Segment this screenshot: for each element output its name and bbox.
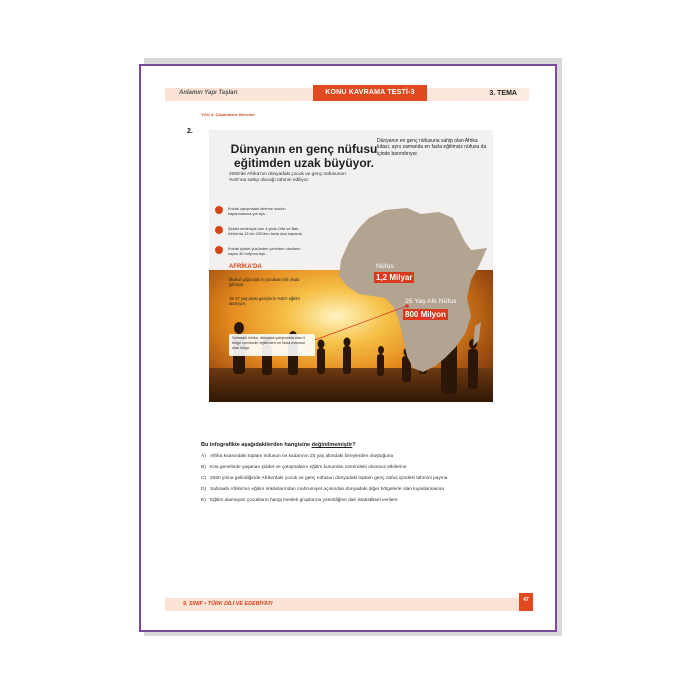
footer-bar [165, 598, 529, 611]
question-suffix: ? [352, 442, 356, 448]
youth-population-label: 25 Yaş Altı Nüfus [405, 298, 457, 305]
infographic-intro: 2050'de Afrika'nın dünyadaki çocuk ve genç nüfusunun %40'ına sahip olacağı tahmin ediliyor. [229, 172, 346, 184]
classroom-icon [215, 246, 223, 254]
fact-text: Krizde çatışmaları birlerce okulun kapanmasına yol açtı. [228, 206, 286, 216]
option-text: Sahraaltı Afrika'nın eğitim imkânlarından mahrumiyet açısından dünyadaki diğer bölgelerle olan kıyaslamasına [210, 487, 444, 492]
infographic-title: Dünyanın en genç nüfusu eğitimden uzak büyüyor. [230, 142, 378, 170]
header-bar [165, 88, 529, 101]
fact-list [215, 206, 335, 266]
fact-text: Krizde şiddet yüzünden yerinden olanların sayısı 40 milyonu aştı. [228, 246, 301, 256]
answer-option-a[interactable] [201, 454, 521, 465]
fact-item [215, 226, 335, 246]
africa-fact-1: İlkokul çağındaki 5 çocuktan biri okula gitmiyor. [229, 277, 300, 288]
africa-heading: AFRİKA'DA [229, 264, 262, 270]
question-prefix: Bu infografikte aşağıdakilerden hangisine [201, 442, 312, 448]
fact-item [215, 206, 335, 226]
answer-option-b[interactable] [201, 465, 521, 476]
option-letter: A) [201, 454, 206, 459]
header-theme: 3. TEMA [489, 90, 517, 97]
school-icon [215, 206, 223, 214]
fact-item [215, 246, 335, 266]
header-test-title: KONU KAVRAMA TESTİ-3 [313, 85, 427, 101]
option-text: Kıta genelinde yaşanan şiddet ve çatışmaların eğitim kurumları üzerindeki olumsuz etkilerine [210, 465, 407, 470]
fact-text: Şiddet nedeniyle son 4 yılda Orta ve Batı Afrika'da 13 bin 200'den fazla okul kapandı. [228, 226, 304, 236]
option-letter: C) [201, 476, 207, 481]
page-number: 47 [519, 593, 533, 611]
footer-course-title: 9. SINIF • TÜRK DİLİ VE EDEBİYATI [183, 601, 273, 607]
infographic-summary: Dünyanın en genç nüfusuna sahip olan Afrika kıtası, aynı zamanda en fazla eğitimsiz nüfusu da içinde barındırıyor. [377, 138, 487, 157]
calendar-icon [215, 226, 223, 234]
learning-outcome: YGO 4. Çözümleme Becerisi [201, 112, 255, 117]
option-text: 2050 yılına gelindiğinde Afrika'daki çocuk ve genç nüfusun dünyadaki toplam genç nüfus içindeki tahmini payına [210, 476, 448, 481]
header-unit-title: Anlamın Yapı Taşları [179, 90, 238, 96]
option-letter: D) [201, 487, 207, 492]
callout-pointer [315, 306, 407, 340]
option-letter: E) [201, 498, 206, 503]
answer-option-e[interactable] [201, 498, 521, 509]
population-value: 1,2 Milyar [376, 273, 413, 282]
question-number: 2. [187, 128, 193, 135]
answer-option-c[interactable] [201, 476, 521, 487]
infographic [209, 130, 493, 402]
question-emphasis: değinilmemiştir [311, 442, 353, 448]
africa-shape [339, 208, 487, 372]
population-label: Nüfus [376, 263, 394, 270]
answer-options [201, 454, 521, 509]
youth-population-value: 800 Milyon [405, 310, 446, 319]
subsaharan-callout: Sahraaltı Afrika, dünyada çatışmakta olan 6 bölge içerisinde eğitimden en fazla mahrum olan bölge [229, 334, 315, 356]
document-page [139, 64, 557, 632]
question-stem [201, 442, 356, 448]
option-text: Eğitim alamayan çocukların hangi meslek gruplarına yöneldiğine dair istatistiksel verilere [210, 498, 398, 503]
africa-fact-2: 15-17 yaş arası gençlerin %60'ı eğitim alamıyor. [229, 296, 300, 307]
option-text: Afrika kıtasındaki toplam nüfusun ne kadarının 25 yaş altındaki bireylerden oluştuğuna [210, 454, 394, 459]
option-letter: B) [201, 465, 206, 470]
madagascar-shape [473, 322, 481, 346]
answer-option-d[interactable] [201, 487, 521, 498]
